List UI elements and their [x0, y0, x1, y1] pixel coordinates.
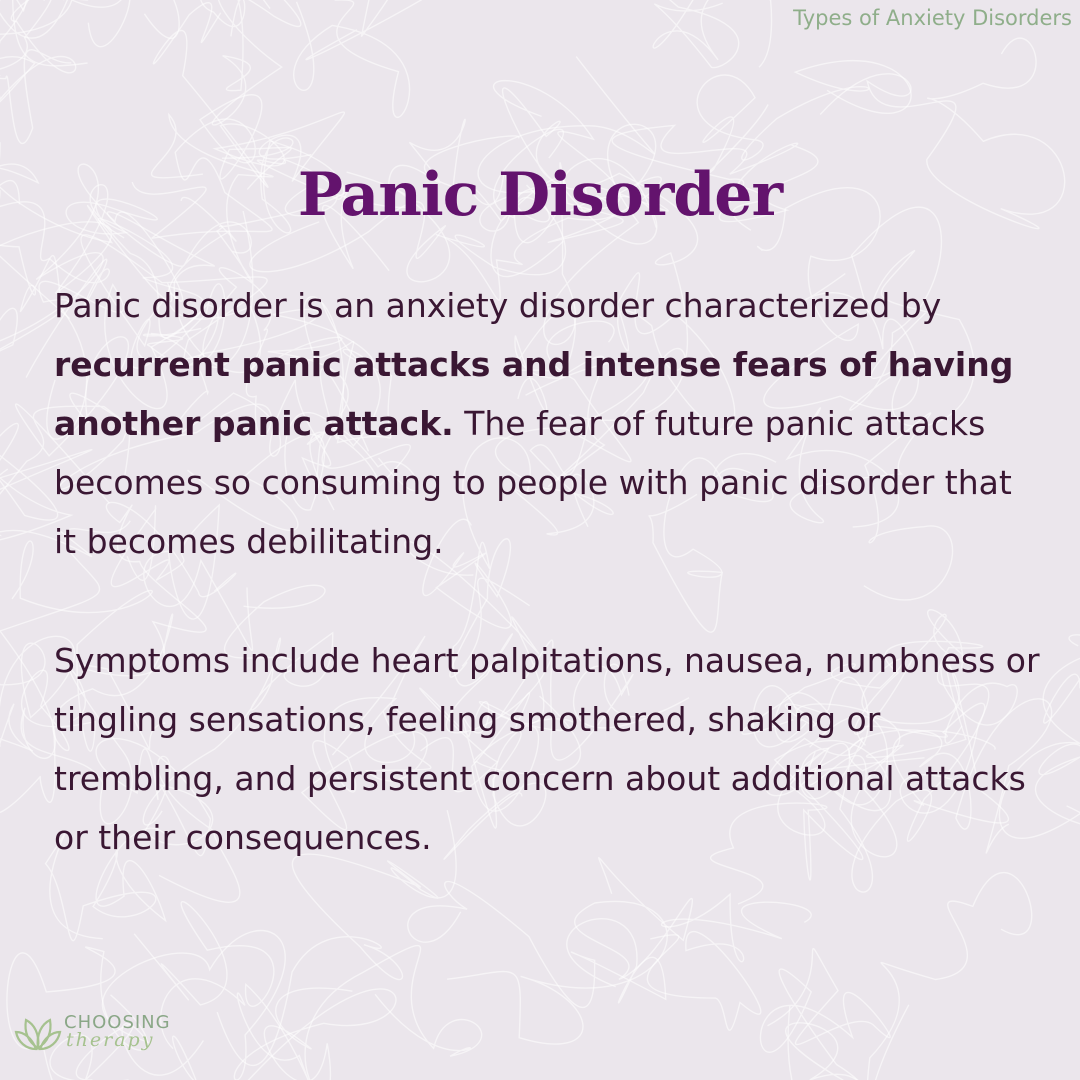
- scribble-line: [0, 0, 76, 143]
- leaf-logo-icon: [14, 1012, 62, 1052]
- scribble-line: [0, 0, 179, 66]
- scribble-line: [447, 858, 692, 1044]
- series-tag: Types of Anxiety Disorders: [793, 6, 1072, 30]
- definition-text-end: The fear of future panic attacks becomes so consuming to people with panic disorder that it becomes debilitating.: [54, 404, 1012, 561]
- scribble-line: [628, 0, 785, 68]
- symptoms-paragraph: Symptoms include heart palpitations, nausea, numbness or tingling sensations, feeling smothered, shaking or trembling, and persistent concern about additional attacks or their consequences.: [54, 641, 1040, 857]
- scribble-line: [760, 949, 908, 1080]
- logo-wordmark-top: CHOOSING: [64, 1012, 171, 1033]
- scribble-line: [102, 931, 396, 1080]
- scribble-line: [408, 882, 666, 1008]
- scribble-line: [200, 0, 301, 125]
- definition-paragraph: [54, 276, 1044, 571]
- choosing-therapy-logo: [14, 1010, 214, 1056]
- scribble-line: [647, 894, 811, 1030]
- scribble-line: [0, 0, 130, 112]
- scribble-line: [294, 0, 421, 117]
- page-title: Panic Disorder: [297, 160, 783, 230]
- scribble-line: [786, 873, 1032, 1080]
- definition-text-start: Panic disorder is an anxiety disorder characterized by: [54, 286, 942, 325]
- logo-wordmark-bottom: therapy: [66, 1029, 155, 1051]
- definition-emphasis: recurrent panic attacks and intense fears of having another panic attack.: [54, 345, 1014, 443]
- scribble-line: [264, 946, 481, 1080]
